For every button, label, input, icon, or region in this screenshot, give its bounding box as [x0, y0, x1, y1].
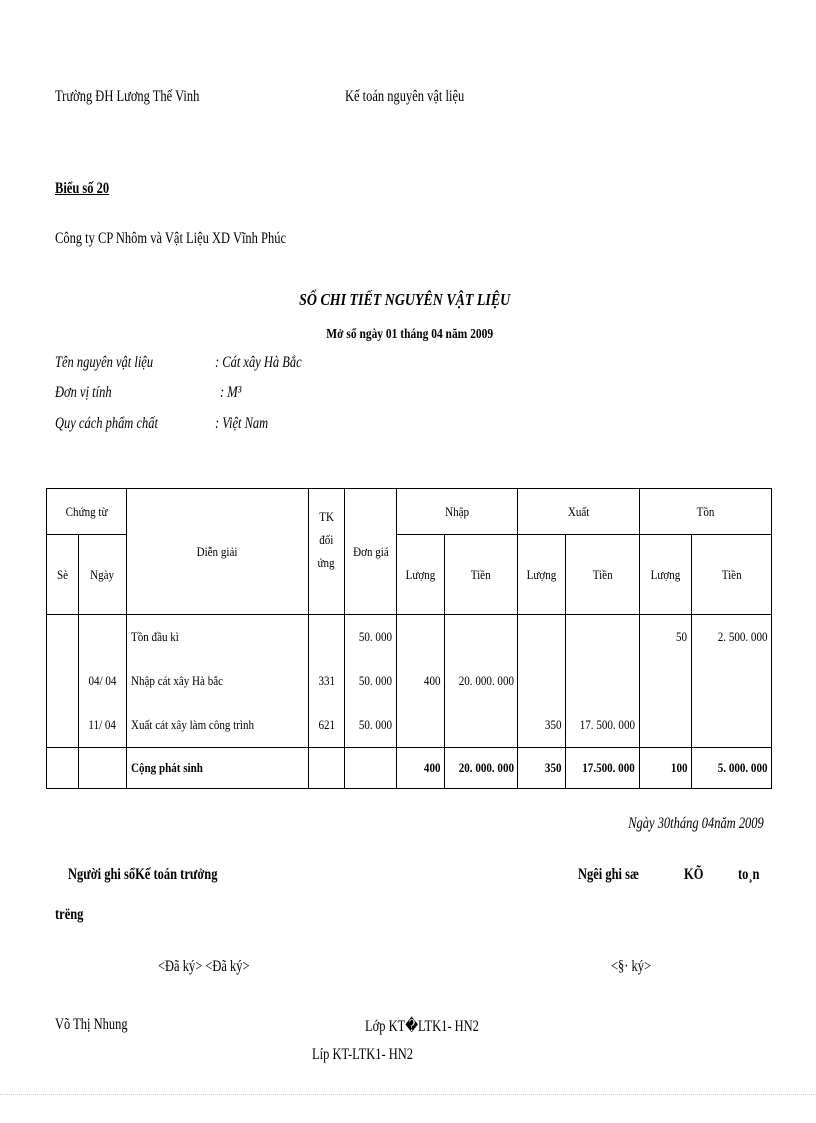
company-name: Công ty CP Nhôm và Vật Liệu XD Vĩnh Phúc: [55, 230, 287, 247]
cell-ton-tien: [692, 703, 772, 748]
cell-don-gia: [345, 748, 397, 789]
cell-xuat-tien: 17. 500. 000: [566, 703, 640, 748]
total-label: Cộng phát sinh: [127, 748, 309, 789]
footer-class-2: Líp KT-LTK1- HN2: [312, 1046, 413, 1063]
cell-so: [47, 659, 79, 703]
signed-left: <Đã ký> <Đã ký>: [158, 958, 250, 975]
signature-title-wrap: trëng: [55, 906, 84, 923]
signer-name: Võ Thị Nhung: [55, 1016, 128, 1033]
header-ton-luong: Lượng: [640, 535, 692, 615]
cell-don-gia: 50. 000: [345, 703, 397, 748]
table-row: [47, 659, 772, 703]
header-so: Sè: [47, 535, 79, 615]
signature-title-right-1: Ngêi ghi sæ: [578, 866, 640, 883]
cell-so: [47, 748, 79, 789]
cell-ton-luong: [640, 659, 692, 703]
header-nhap-tien: Tiền: [445, 535, 518, 615]
cell-dien-giai: Tồn đầu kì: [127, 615, 309, 660]
cell-dien-giai: Nhập cát xây Hà bắc: [127, 659, 309, 703]
document-title: SỔ CHI TIẾT NGUYÊN VẬT LIỆU: [299, 290, 511, 309]
cell-so: [47, 615, 79, 660]
info-label-unit: Đơn vị tính: [55, 384, 112, 401]
total-ton-luong: 100: [640, 748, 692, 789]
title-wrap: [0, 290, 816, 310]
header-chung-tu: Chứng từ: [47, 489, 127, 535]
info-value-quality: : Việt Nam: [215, 415, 269, 432]
page-edge-divider: [0, 1094, 816, 1095]
cell-ton-luong: [640, 703, 692, 748]
total-xuat-luong: 350: [518, 748, 566, 789]
subtitle-wrap: [0, 325, 816, 343]
cell-ngay: [79, 615, 127, 660]
cell-ngay: 11/ 04: [79, 703, 127, 748]
cell-xuat-tien: [566, 659, 640, 703]
cell-nhap-tien: [445, 615, 518, 660]
cell-don-gia: 50. 000: [345, 615, 397, 660]
cell-ngay: 04/ 04: [79, 659, 127, 703]
cell-nhap-luong: [397, 703, 445, 748]
cell-xuat-luong: [518, 615, 566, 660]
header-ngay: Ngày: [79, 535, 127, 615]
cell-nhap-tien: 20. 000. 000: [445, 659, 518, 703]
header-tk-doi-ung: TK đối ứng: [309, 489, 345, 615]
info-label-material: Tên nguyên vật liệu: [55, 354, 154, 371]
department-name: Kế toán nguyên vật liệu: [345, 88, 465, 105]
info-value-material: : Cát xây Hà Bắc: [215, 354, 302, 371]
table-row: [47, 703, 772, 748]
total-xuat-tien: 17.500. 000: [566, 748, 640, 789]
cell-tk: 621: [309, 703, 345, 748]
form-number: Biểu số 20: [55, 180, 110, 197]
total-nhap-tien: 20. 000. 000: [445, 748, 518, 789]
cell-so: [47, 703, 79, 748]
header-ton-tien: Tiền: [692, 535, 772, 615]
cell-ton-tien: [692, 659, 772, 703]
signature-title-right-2: KÕ: [684, 866, 704, 883]
cell-xuat-tien: [566, 615, 640, 660]
date-line: Ngày 30tháng 04năm 2009: [628, 815, 764, 832]
total-nhap-luong: 400: [397, 748, 445, 789]
header-xuat: Xuất: [518, 489, 640, 535]
total-row: [47, 748, 772, 789]
document-subtitle: Mở sổ ngày 01 tháng 04 năm 2009: [326, 327, 494, 342]
cell-xuat-luong: [518, 659, 566, 703]
total-ton-tien: 5. 000. 000: [692, 748, 772, 789]
header-xuat-luong: Lượng: [518, 535, 566, 615]
cell-nhap-tien: [445, 703, 518, 748]
footer-class-1: Lớp KT�LTK1- HN2: [365, 1018, 479, 1035]
signature-title-right-3: to¸n: [738, 866, 760, 883]
signed-right: <§· ký>: [611, 958, 652, 975]
info-label-quality: Quy cách phẩm chất: [55, 415, 158, 432]
table-row: [47, 615, 772, 660]
cell-tk: 331: [309, 659, 345, 703]
header-dien-giai: Diễn giải: [127, 489, 309, 615]
signature-titles-left: Người ghi sổKế toán trưởng: [68, 866, 218, 883]
cell-tk: [309, 615, 345, 660]
header-nhap-luong: Lượng: [397, 535, 445, 615]
cell-nhap-luong: [397, 615, 445, 660]
cell-xuat-luong: 350: [518, 703, 566, 748]
cell-ton-tien: 2. 500. 000: [692, 615, 772, 660]
header-don-gia: Đơn giá: [345, 489, 397, 615]
header-ton: Tồn: [640, 489, 772, 535]
school-name: Trường ĐH Lương Thế Vinh: [55, 88, 200, 105]
header-xuat-tien: Tiền: [566, 535, 640, 615]
cell-ngay: [79, 748, 127, 789]
cell-dien-giai: Xuất cát xây làm công trình: [127, 703, 309, 748]
cell-nhap-luong: 400: [397, 659, 445, 703]
cell-tk: [309, 748, 345, 789]
header-nhap: Nhập: [397, 489, 518, 535]
cell-don-gia: 50. 000: [345, 659, 397, 703]
cell-ton-luong: 50: [640, 615, 692, 660]
info-value-unit: : M³: [220, 384, 242, 401]
ledger-table: [46, 488, 772, 789]
